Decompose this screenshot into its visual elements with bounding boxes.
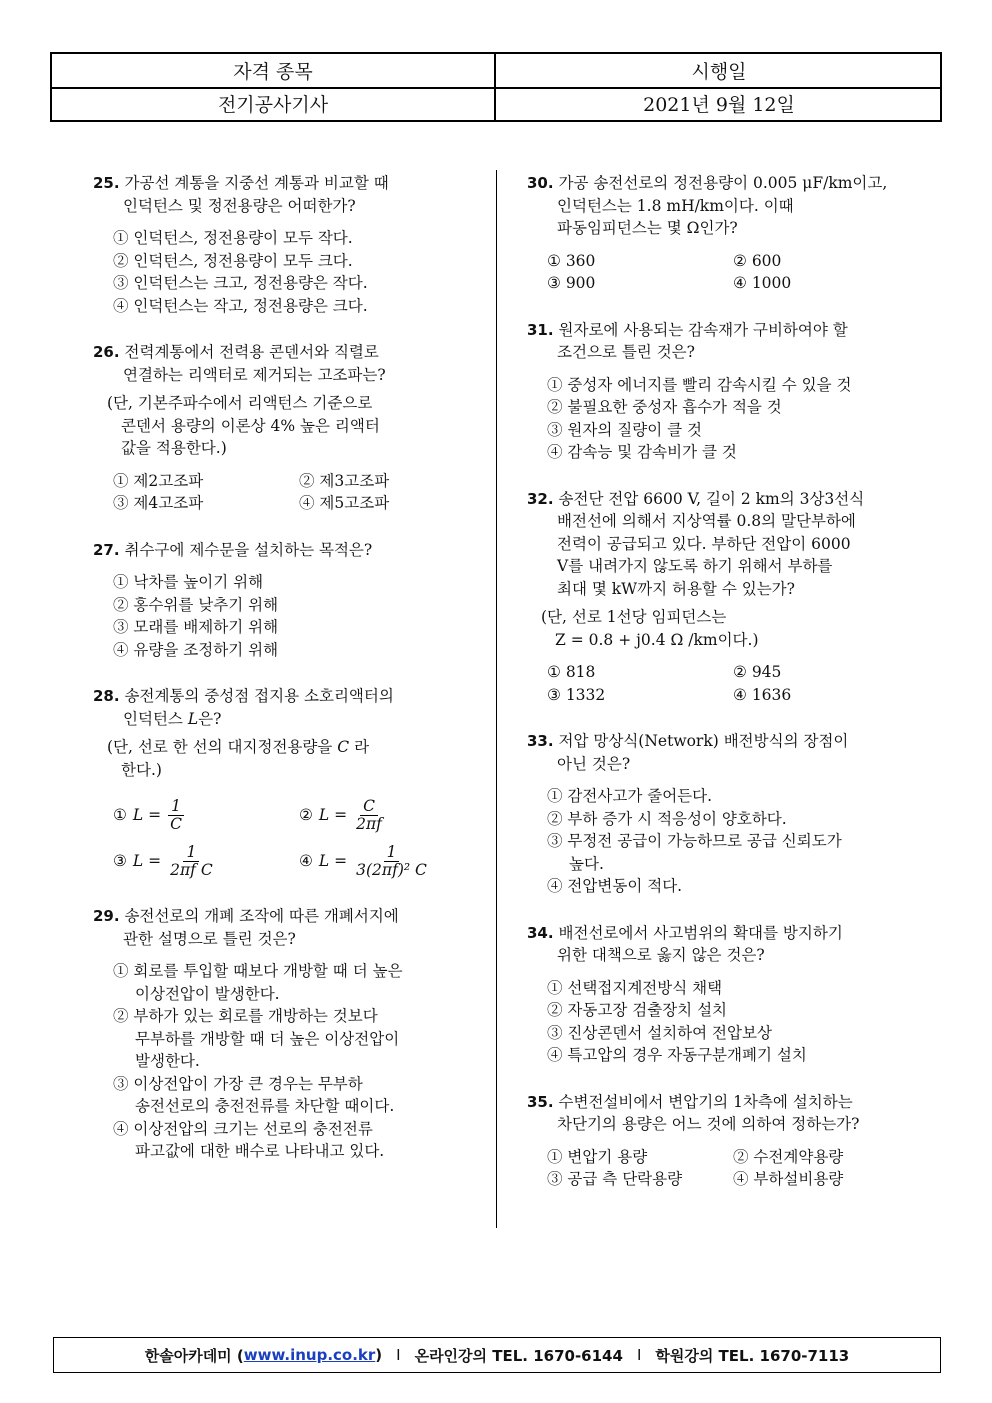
- option-4: ④ 유량을 조정하기 위해: [113, 640, 279, 659]
- option-1: ① 중성자 에너지를 빨리 감속시킬 수 있을 것: [547, 375, 852, 394]
- option-2: ② 부하 증가 시 적응성이 양호하다.: [547, 809, 787, 828]
- question-33: [527, 730, 947, 898]
- option-2: ② 홍수위를 낮추기 위해: [113, 595, 279, 614]
- option-2: ② 제3고조파: [299, 471, 390, 490]
- options: [527, 661, 947, 706]
- option-1: ① 감전사고가 줄어든다.: [547, 787, 713, 805]
- option-4: ④ 전압변동이 적다.: [547, 877, 683, 895]
- option-4: ④ 인덕턴스는 작고, 정전용량은 크다.: [113, 296, 368, 315]
- option-2: ② 600: [733, 251, 782, 270]
- question-text: 전력계통에서 전력용 콘덴서와 직렬로 연결하는 리액터로 제거되는 고조파는?: [123, 343, 386, 384]
- question-34: [527, 922, 947, 1067]
- question-number: 33.: [527, 732, 554, 750]
- question-31: [527, 319, 947, 464]
- question-25: [93, 172, 513, 317]
- question-text: 가공선 계통을 지중선 계통과 비교할 때 인덕턴스 및 정전용량은 어떠한가?: [123, 174, 389, 215]
- question-32: [527, 488, 947, 707]
- question-26: [93, 341, 513, 515]
- question-number: 30.: [527, 174, 554, 192]
- exam-header-table: [50, 52, 942, 122]
- fraction: $\frac{1}{\text{2πf C}}$: [170, 842, 213, 879]
- header-row-values: [52, 87, 940, 120]
- options: [527, 977, 947, 1067]
- question-text: 원자로에 사용되는 감속재가 구비하여야 할 조건으로 틀린 것은?: [557, 320, 848, 361]
- header-row-labels: [52, 54, 940, 89]
- option-1: ① 인덕턴스, 정전용량이 모두 작다.: [113, 229, 353, 247]
- footer-bar: 한솔아카데미 ( www.inup.co.kr ) I 온라인강의 TEL. 1670-6144 I 학원강의 TEL. 1670-7113: [53, 1337, 941, 1373]
- option-1: ① 360: [547, 251, 596, 270]
- question-condition: (단, 선로 1선당 임피던스는 Z = 0.8 + j0.4 Ω /km이다.): [541, 608, 759, 649]
- question-30: [527, 172, 947, 295]
- question-35: [527, 1091, 947, 1191]
- fraction: $\frac{1}{C}$: [170, 796, 182, 833]
- option-2: ② L = $\frac{C}{2\pi f}$: [299, 795, 499, 835]
- question-text-2: 인덕턴스: [123, 709, 183, 728]
- question-number: 28.: [93, 687, 120, 705]
- question-text: 송전단 전압 6600 V, 길이 2 km의 3상3선식 배전선에 의해서 지상역률 0.8의 말단부하에 전력이 공급되고 있다. 부하단 전압이 6000 V를 내려가지 않도록 하기 위해서 부하를 최대 몇 kW까지 허용할 수 있는가?: [557, 489, 865, 598]
- option-3: ③ 모래를 배제하기 위해: [113, 618, 279, 636]
- option-1: ① 선택접지계전방식 채택: [547, 978, 723, 997]
- question-27: [93, 539, 513, 662]
- right-column: [527, 172, 947, 1215]
- options: [93, 227, 513, 317]
- option-1: ① 818: [547, 663, 596, 681]
- option-3: ③ 이상전압이 가장 큰 경우는 무부하 송전선로의 충전전류를 차단할 때이다.: [113, 1074, 395, 1115]
- option-3: ③ 진상콘덴서 설치하여 전압보상: [547, 1023, 772, 1042]
- option-2: ② 자동고장 검출장치 설치: [547, 1001, 728, 1019]
- option-4: ④ 감속능 및 감속비가 클 것: [547, 443, 737, 461]
- question-text: 배전선로에서 사고범위의 확대를 방지하기 위한 대책으로 옳지 않은 것은?: [557, 923, 843, 964]
- footer-separator: I: [396, 1346, 401, 1364]
- header-exam-name: 전기공사기사: [52, 87, 496, 120]
- option-2: ② 인덕턴스, 정전용량이 모두 크다.: [113, 251, 353, 270]
- option-4: ④ L = $\frac{1}{\text{3(2πf)² C}}$: [299, 841, 499, 881]
- option-1: ① 낙차를 높이기 위해: [113, 573, 264, 591]
- option-2: ② 불필요한 중성자 흡수가 적을 것: [547, 398, 782, 416]
- options: [93, 470, 513, 515]
- option-3: ③ 900: [547, 274, 596, 292]
- footer-offline-tel: 학원강의 TEL. 1670-7113: [655, 1346, 850, 1365]
- options: [527, 250, 947, 295]
- footer-separator: I: [636, 1346, 642, 1364]
- option-2: ② 부하가 있는 회로를 개방하는 것보다 무부하를 개방할 때 더 높은 이상전압이 발생한다.: [113, 1007, 400, 1070]
- option-4: ④ 제5고조파: [299, 494, 390, 512]
- question-number: 35.: [527, 1092, 554, 1111]
- question-condition: (단, 선로 한 선의 대지정전용량을 C 라 한다.): [107, 738, 370, 779]
- option-3: ③ 무정전 공급이 가능하므로 공급 신뢰도가 높다.: [547, 832, 842, 873]
- option-1: ① L = $\frac{1}{C}$: [113, 795, 299, 835]
- question-number: 27.: [93, 540, 120, 559]
- question-29: [93, 905, 513, 1163]
- question-number: 29.: [93, 907, 120, 925]
- left-column: [93, 172, 513, 1187]
- options: [93, 795, 513, 881]
- option-4: ④ 1636: [733, 685, 792, 704]
- header-label-exam-type: 자격 종목: [52, 54, 496, 87]
- question-number: 31.: [527, 320, 554, 339]
- option-1: ① 회로를 투입할 때보다 개방할 때 더 높은 이상전압이 발생한다.: [113, 962, 403, 1003]
- options: [527, 1146, 947, 1191]
- question-number: 32.: [527, 489, 554, 508]
- question-text: 취수구에 제수문을 설치하는 목적은?: [124, 540, 373, 559]
- option-1: ① 변압기 용량: [547, 1147, 648, 1166]
- var-c: C: [337, 738, 350, 756]
- header-exam-date: 2021년 9월 12일: [643, 94, 795, 116]
- footer-academy: 한솔아카데미 (: [144, 1346, 244, 1365]
- option-2: ② 945: [733, 663, 782, 681]
- option-4: ④ 특고압의 경우 자동구분개폐기 설치: [547, 1046, 807, 1064]
- fraction: $\frac{C}{2\pi f}$: [356, 796, 382, 833]
- fraction: $\frac{1}{\text{3(2πf)² C}}$: [356, 842, 427, 879]
- option-3: ③ 공급 측 단락용량: [547, 1170, 683, 1188]
- option-2: ② 수전계약용량: [733, 1147, 844, 1166]
- option-4: ④ 부하설비용량: [733, 1170, 844, 1188]
- question-text: 저압 망상식(Network) 배전방식의 장점이 아닌 것은?: [557, 732, 849, 773]
- question-text: 송전선로의 개폐 조작에 따른 개폐서지에 관한 설명으로 틀린 것은?: [123, 907, 399, 948]
- footer-website-link[interactable]: www.inup.co.kr: [243, 1346, 376, 1364]
- option-3: ③ 원자의 질량이 클 것: [547, 420, 702, 439]
- options: [527, 374, 947, 464]
- question-number: 25.: [93, 174, 120, 192]
- option-4: ④ 1000: [733, 274, 792, 292]
- question-text: 수변전설비에서 변압기의 1차측에 설치하는 차단기의 용량은 어느 것에 의하여 정하는가?: [557, 1092, 860, 1133]
- option-1: ① 제2고조파: [113, 471, 204, 490]
- footer-online-tel: 온라인강의 TEL. 1670-6144: [414, 1346, 623, 1365]
- option-3: ③ 1332: [547, 685, 606, 704]
- options: [93, 960, 513, 1163]
- options: [93, 571, 513, 661]
- option-3: ③ 인덕턴스는 크고, 정전용량은 작다.: [113, 274, 368, 292]
- option-3: ③ L = $\frac{1}{\text{2πf C}}$: [113, 841, 299, 881]
- question-text: 송전계통의 중성점 접지용 소호리액터의: [124, 687, 394, 705]
- question-number: 26.: [93, 343, 120, 361]
- question-number: 34.: [527, 923, 554, 942]
- options: [527, 785, 947, 898]
- question-condition: (단, 기본주파수에서 리액턴스 기준으로 콘덴서 용량의 이론상 4% 높은 리액터 값을 적용한다.): [107, 394, 380, 457]
- question-28: [93, 685, 513, 881]
- header-label-exam-date: 시행일: [691, 61, 747, 83]
- option-3: ③ 제4고조파: [113, 494, 204, 512]
- question-text-3: 은?: [198, 709, 222, 728]
- var-l: L: [187, 709, 199, 728]
- question-text: 가공 송전선로의 정전용량이 0.005 μF/km이고, 인덕턴스는 1.8 mH/km이다. 이때 파동임피던스는 몇 Ω인가?: [557, 174, 888, 237]
- option-4: ④ 이상전압의 크기는 선로의 충전전류 파고값에 대한 배수로 나타내고 있다.: [113, 1119, 385, 1160]
